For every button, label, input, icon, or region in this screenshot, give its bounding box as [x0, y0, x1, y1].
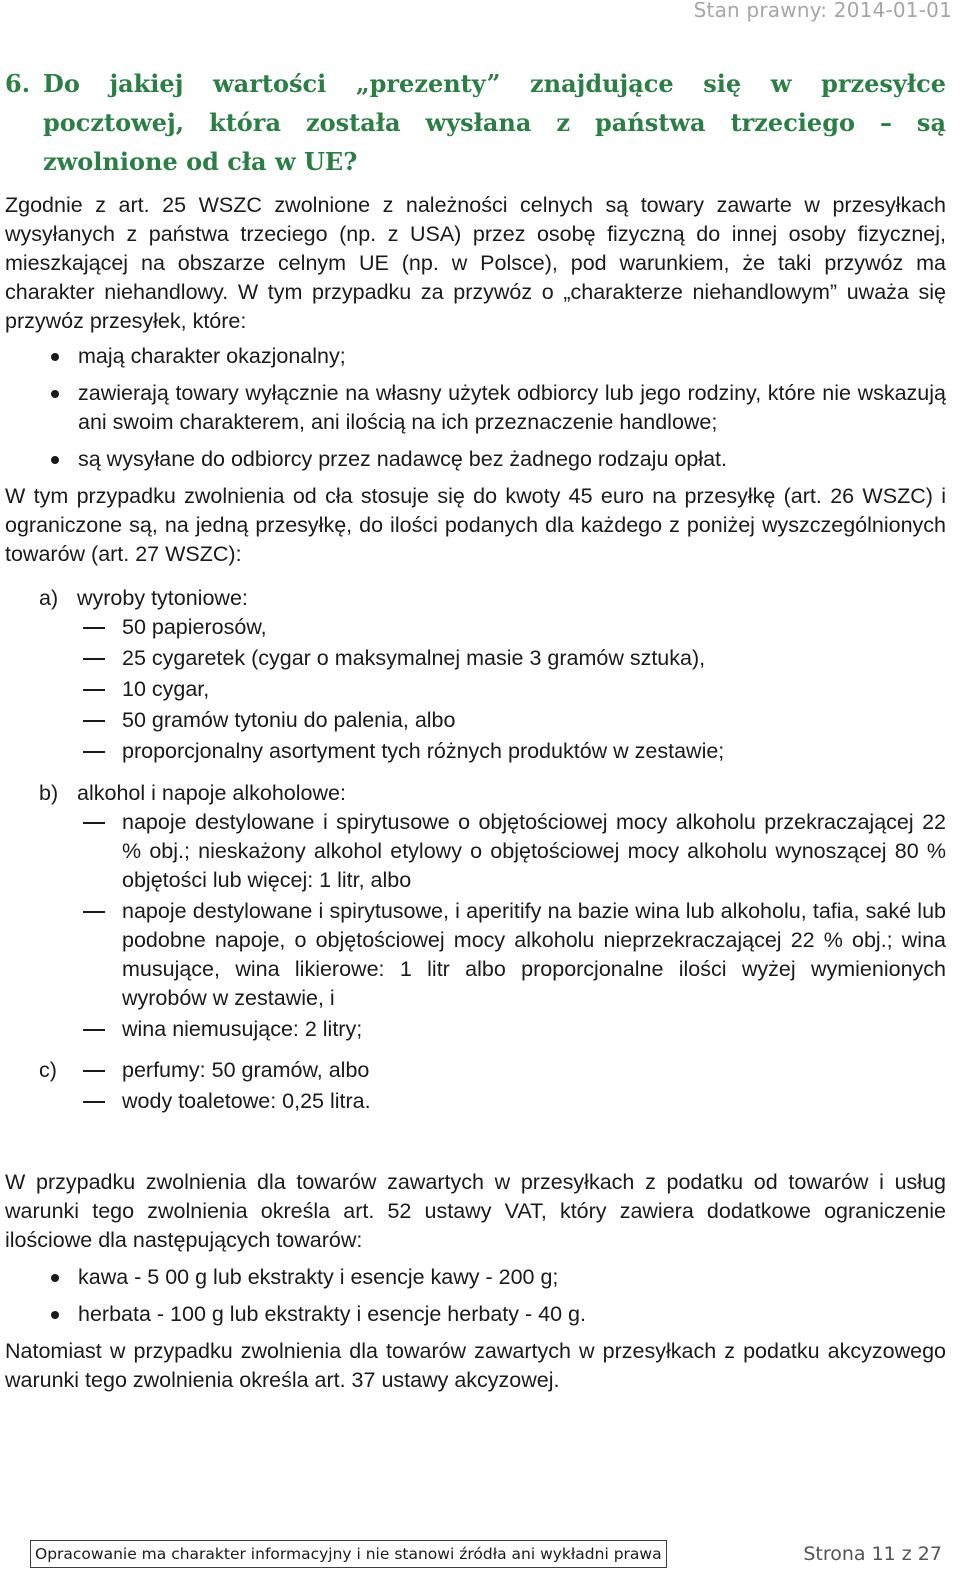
footer-disclaimer: Opracowanie ma charakter informacyjny i nie stanowi źródła ani wykładni prawa — [30, 1540, 667, 1568]
dash-icon — [83, 720, 105, 722]
list-item: zawierają towary wyłącznie na własny użytek odbiorcy lub jego rodziny, które nie wskazują ani swoim charakterem, ani ilością na ich przeznaczenie handlowe; — [5, 379, 946, 437]
list-item: wina niemusujące: 2 litry; — [5, 1015, 946, 1044]
list-item: 50 gramów tytoniu do palenia, albo — [5, 706, 946, 735]
list-item: 25 cygaretek (cygar o maksymalnej masie 3 gramów sztuka), — [5, 644, 946, 673]
dash-icon — [83, 751, 105, 753]
group-title: wyroby tytoniowe: — [77, 586, 248, 610]
list-item: perfumy: 50 gramów, albo — [5, 1056, 946, 1085]
group-perfume — [5, 1056, 946, 1116]
alcohol-list — [5, 808, 946, 1044]
list-item: napoje destylowane i spirytusowe o objętościowej mocy alkoholu przekraczającej 22 % obj.; nieskażony alkohol etylowy o objętościowej mocy alkoholu wynoszącej 80 % objętości lub więcej: 1 litr, albo — [5, 808, 946, 895]
bullet-icon — [51, 353, 59, 361]
list-item: kawa - 5 00 g lub ekstrakty i esencje kawy - 200 g; — [5, 1263, 946, 1292]
list-item: są wysyłane do odbiorcy przez nadawcę bez żadnego rodzaju opłat. — [5, 445, 946, 474]
list-item: mają charakter okazjonalny; — [5, 342, 946, 371]
tobacco-list — [5, 613, 946, 766]
bullet-icon — [51, 1274, 59, 1282]
dash-icon — [83, 911, 105, 913]
dash-icon — [83, 627, 105, 629]
group-letter: c) — [39, 1058, 57, 1082]
document-body — [5, 64, 946, 1395]
list-item: 10 cygar, — [5, 675, 946, 704]
conditions-list — [5, 342, 946, 474]
bullet-icon — [51, 456, 59, 464]
page-footer — [30, 1540, 942, 1568]
dash-icon — [83, 822, 105, 824]
list-item: 50 papierosów, — [5, 613, 946, 642]
question-heading — [5, 64, 946, 181]
legal-status-date: Stan prawny: 2014-01-01 — [693, 0, 952, 22]
list-item: napoje destylowane i spirytusowe, i aperitify na bazie wina lub alkoholu, tafia, saké lub podobne napoje, o objętościowej mocy alkoholu nieprzekraczającej 22 % obj.; wina musujące, wina likierowe: 1 litr albo proporcjonalne ilości wyżej wymienionych wyrobów w zestawie, i — [5, 897, 946, 1013]
question-text: Do jakiej wartości „prezenty” znajdujące się w przesyłce pocztowej, która została wysłana z państwa trzeciego – są zwolnione od cła w UE? — [43, 69, 946, 176]
dash-icon — [83, 689, 105, 691]
group-letter: a) — [39, 586, 59, 610]
dash-icon — [83, 1070, 105, 1072]
list-item: herbata - 100 g lub ekstrakty i esencje herbaty - 40 g. — [5, 1300, 946, 1329]
list-item: proporcjonalny asortyment tych różnych produktów w zestawie; — [5, 737, 946, 766]
dash-icon — [83, 1029, 105, 1031]
paragraph-vat: W przypadku zwolnienia dla towarów zawartych w przesyłkach z podatku od towarów i usług warunki tego zwolnienia określa art. 52 ustawy VAT, który zawiera dodatkowe ograniczenie ilościowe dla następujących towarów: — [5, 1170, 946, 1252]
paragraph-limits: W tym przypadku zwolnienia od cła stosuje się do kwoty 45 euro na przesyłkę (art. 26 WSZC) i ograniczone są, na jedną przesyłkę, do ilości podanych dla każdego z poniżej wyszczególnionych towarów (art. 27 WSZC): — [5, 484, 946, 566]
list-item: wody toaletowe: 0,25 litra. — [5, 1087, 946, 1116]
group-alcohol — [5, 778, 946, 1044]
bullet-icon — [51, 390, 59, 398]
group-title: alkohol i napoje alkoholowe: — [77, 781, 346, 805]
bullet-icon — [51, 1311, 59, 1319]
dash-icon — [83, 1101, 105, 1103]
question-number: 6. — [5, 69, 31, 98]
vat-list — [5, 1263, 946, 1329]
perfume-list — [5, 1056, 946, 1116]
group-letter: b) — [39, 781, 59, 805]
paragraph-intro: Zgodnie z art. 25 WSZC zwolnione z należności celnych są towary zawarte w przesyłkach wysyłanych z państwa trzeciego (np. z USA) przez osobę fizyczną do innej osoby fizycznej, mieszkającej na obszarze celnym UE (np. w Polsce), pod warunkiem, że taki przywóz ma charakter niehandlowy. W tym przypadku za przywóz o „charakterze niehandlowym” uważa się przywóz przesyłek, które: — [5, 193, 946, 333]
dash-icon — [83, 658, 105, 660]
group-tobacco — [5, 583, 946, 766]
paragraph-excise: Natomiast w przypadku zwolnienia dla towarów zawartych w przesyłkach z podatku akcyzowego warunki tego zwolnienia określa art. 37 ustawy akcyzowej. — [5, 1339, 946, 1392]
page-number: Strona 11 z 27 — [803, 1543, 942, 1565]
